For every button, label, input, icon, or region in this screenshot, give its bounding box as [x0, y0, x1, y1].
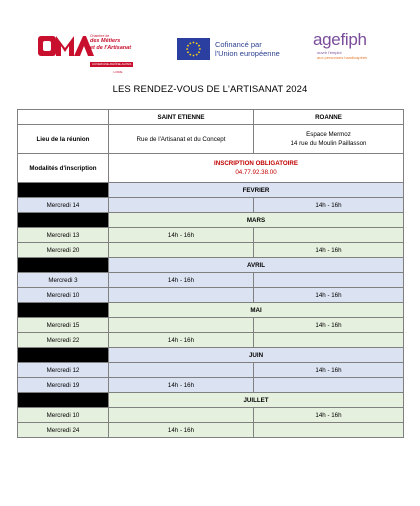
saint-etienne-slot: [109, 363, 254, 378]
lieu-roanne-line-2: 14 rue du Moulin Paillasson: [290, 140, 367, 147]
eu-caption: [215, 40, 280, 58]
month-name: JUIN: [109, 348, 404, 363]
month-black-cell: [18, 183, 109, 198]
roanne-slot: [254, 378, 404, 393]
month-row: [18, 258, 404, 273]
day-row: [18, 378, 404, 393]
page-title: LES RENDEZ-VOUS DE L'ARTISANAT 2024: [112, 84, 308, 95]
lieu-label: Lieu de la réunion: [18, 125, 109, 154]
agefiph-name: agefiph: [313, 30, 367, 49]
cma-mark-icon: [38, 34, 94, 62]
header-row: [18, 110, 404, 125]
eu-logo: [177, 38, 307, 68]
roanne-slot: 14h - 16h: [254, 288, 404, 303]
saint-etienne-slot: 14h - 16h: [109, 273, 254, 288]
eu-line-1: Cofinancé par: [215, 40, 262, 49]
header-roanne: ROANNE: [254, 110, 404, 125]
day-label: Mercredi 24: [18, 423, 109, 438]
day-row: [18, 288, 404, 303]
day-row: [18, 363, 404, 378]
lieu-saint-etienne: Rue de l'Artisanat et du Concept: [109, 125, 254, 154]
month-row: [18, 393, 404, 408]
month-row: [18, 348, 404, 363]
eu-flag-icon: [177, 38, 210, 60]
saint-etienne-slot: 14h - 16h: [109, 333, 254, 348]
month-row: [18, 213, 404, 228]
roanne-slot: 14h - 16h: [254, 408, 404, 423]
roanne-slot: 14h - 16h: [254, 243, 404, 258]
month-name: MAI: [109, 303, 404, 318]
agefiph-tagline-1: ouvrir l'emploi: [317, 50, 342, 55]
inscription-phone[interactable]: 04.77.92.38.00: [235, 169, 277, 176]
saint-etienne-slot: 14h - 16h: [109, 423, 254, 438]
inscription-notice: INSCRIPTION OBLIGATOIRE: [214, 160, 298, 167]
logo-bar: [0, 28, 420, 72]
cma-line-3: et de l'Artisanat: [90, 45, 132, 51]
month-black-cell: [18, 213, 109, 228]
month-black-cell: [18, 348, 109, 363]
month-row: [18, 183, 404, 198]
modalites-row: [18, 154, 404, 183]
day-label: Mercredi 15: [18, 318, 109, 333]
lieu-roanne-line-1: Espace Mermoz: [306, 131, 351, 138]
header-saint-etienne: SAINT ETIENNE: [109, 110, 254, 125]
roanne-slot: 14h - 16h: [254, 363, 404, 378]
saint-etienne-slot: [109, 243, 254, 258]
roanne-slot: 14h - 16h: [254, 318, 404, 333]
month-name: MARS: [109, 213, 404, 228]
day-row: [18, 243, 404, 258]
day-label: Mercredi 12: [18, 363, 109, 378]
roanne-slot: [254, 273, 404, 288]
month-row: [18, 303, 404, 318]
lieu-roanne: [254, 125, 404, 154]
month-name: AVRIL: [109, 258, 404, 273]
roanne-slot: [254, 423, 404, 438]
month-name: JUILLET: [109, 393, 404, 408]
modalites-label: Modalités d'inscription: [18, 154, 109, 183]
day-row: [18, 318, 404, 333]
saint-etienne-slot: [109, 408, 254, 423]
day-row: [18, 273, 404, 288]
day-row: [18, 408, 404, 423]
day-label: Mercredi 10: [18, 288, 109, 303]
cma-wordmark: [90, 34, 146, 74]
day-label: Mercredi 3: [18, 273, 109, 288]
day-row: [18, 198, 404, 213]
eu-line-2: l'Union européenne: [215, 49, 280, 58]
roanne-slot: 14h - 16h: [254, 198, 404, 213]
day-label: Mercredi 19: [18, 378, 109, 393]
cma-line-1: Chambre de: [90, 34, 110, 38]
agefiph-tagline-2: aux personnes handicapées: [317, 55, 368, 60]
saint-etienne-slot: 14h - 16h: [109, 228, 254, 243]
header-empty-cell: [18, 110, 109, 125]
day-row: [18, 333, 404, 348]
day-label: Mercredi 20: [18, 243, 109, 258]
month-black-cell: [18, 303, 109, 318]
month-black-cell: [18, 258, 109, 273]
saint-etienne-slot: [109, 318, 254, 333]
cma-mark-text: CMA: [66, 61, 69, 62]
schedule-body: [18, 110, 404, 438]
modalites-cell: [109, 154, 404, 183]
day-label: Mercredi 14: [18, 198, 109, 213]
lieu-row: [18, 125, 404, 154]
cma-logo: [38, 34, 148, 74]
cma-line-5: LOIRE: [113, 70, 123, 74]
schedule-table: [17, 109, 404, 438]
saint-etienne-slot: 14h - 16h: [109, 378, 254, 393]
day-row: [18, 228, 404, 243]
day-label: Mercredi 13: [18, 228, 109, 243]
month-black-cell: [18, 393, 109, 408]
day-label: Mercredi 22: [18, 333, 109, 348]
day-row: [18, 423, 404, 438]
roanne-slot: [254, 228, 404, 243]
cma-line-4: AUVERGNE-RHÔNE-ALPES: [92, 62, 132, 66]
agefiph-logo: [313, 30, 403, 60]
cma-line-2: des Métiers: [90, 38, 121, 44]
month-name: FEVRIER: [109, 183, 404, 198]
day-label: Mercredi 10: [18, 408, 109, 423]
saint-etienne-slot: [109, 288, 254, 303]
roanne-slot: [254, 333, 404, 348]
saint-etienne-slot: [109, 198, 254, 213]
